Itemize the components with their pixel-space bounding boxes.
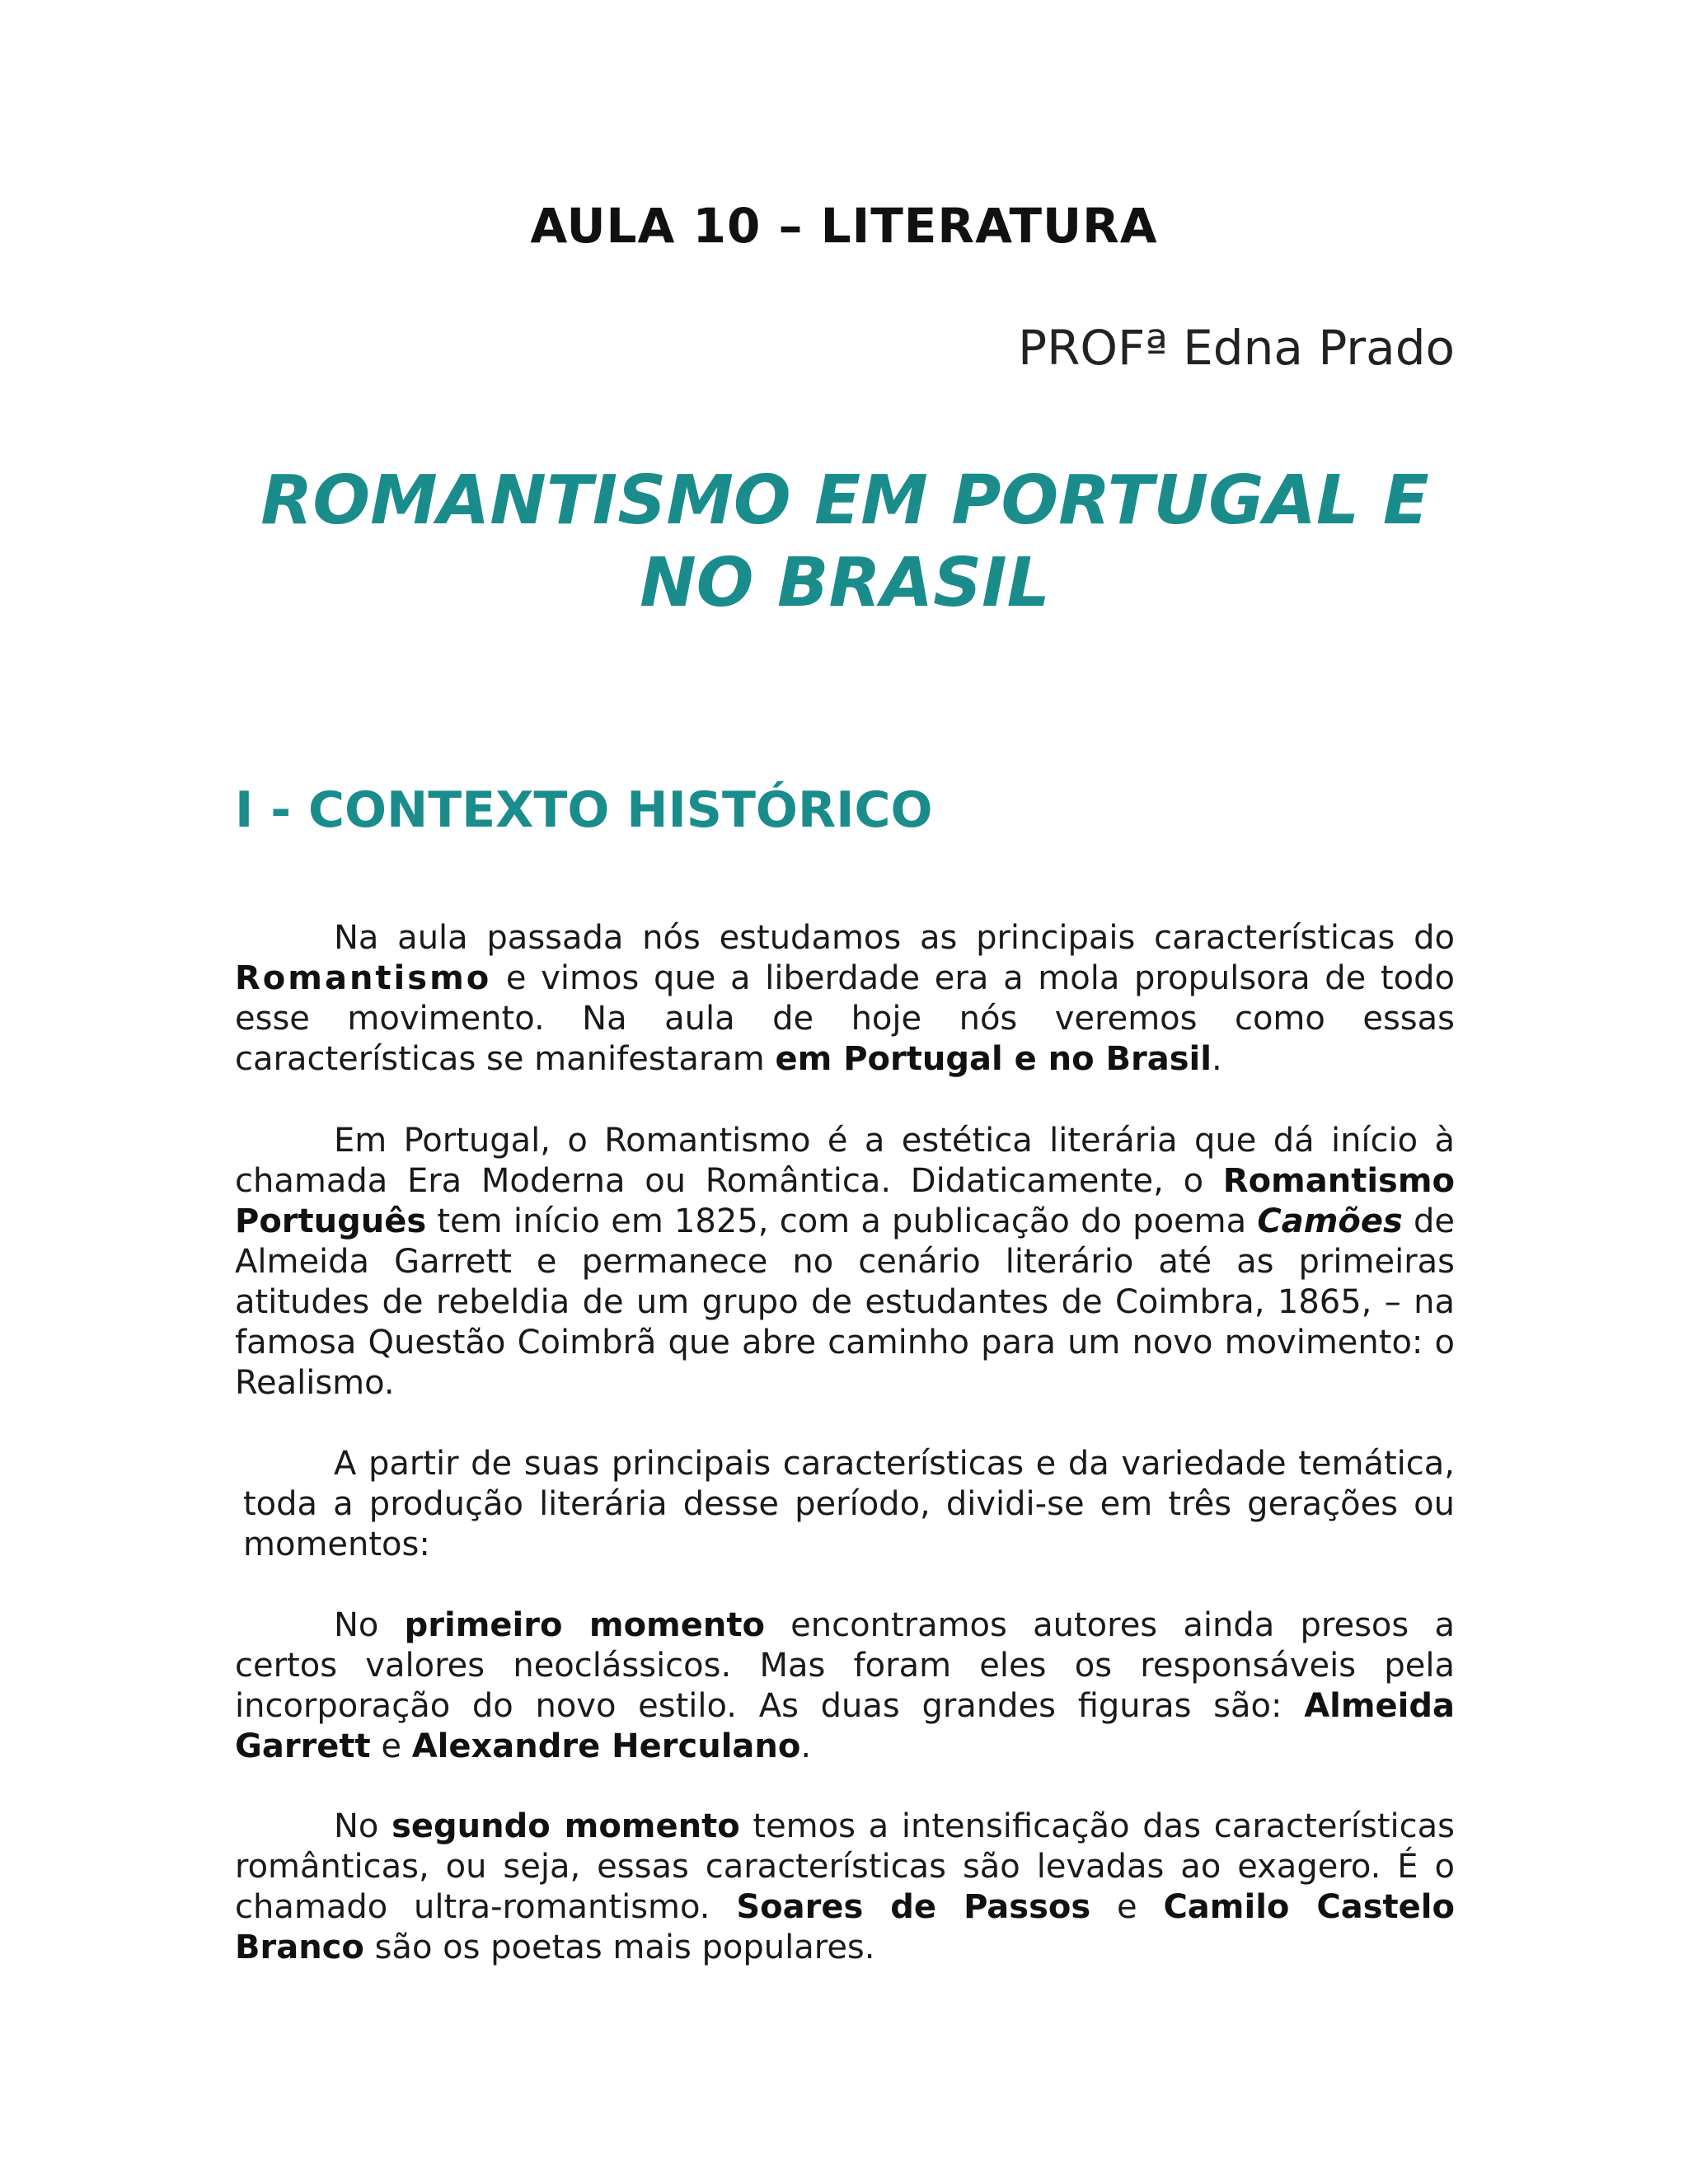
- main-title: [235, 460, 1455, 625]
- main-title-line-2: NO BRASIL: [640, 544, 1050, 622]
- bold-term: Almeida Garrett: [235, 1687, 1455, 1765]
- bold-term: em Portugal e no Brasil: [775, 1040, 1212, 1078]
- bold-term: Camilo Castelo Branco: [235, 1888, 1456, 1966]
- bold-term: primeiro momento: [404, 1606, 765, 1644]
- paragraph-second-moment: [235, 1807, 1455, 1968]
- paragraph-text: encontramos autores ainda presos a certos valores neoclássicos. Mas foram eles os responsáveis pela incorporação do novo estilo. As duas grandes figuras são:: [235, 1606, 1455, 1725]
- bold-italic-term: Camões: [1257, 1202, 1403, 1240]
- paragraph-portugal: [235, 1121, 1455, 1404]
- paragraph-text: No: [334, 1606, 405, 1644]
- paragraph-generations: [243, 1444, 1455, 1565]
- paragraph-text: Na aula passada nós estudamos as principais características do: [334, 919, 1455, 957]
- bold-term: Alexandre Herculano: [411, 1727, 801, 1765]
- paragraph-text: No: [334, 1807, 392, 1845]
- paragraph-first-moment: [235, 1605, 1455, 1767]
- paragraph-text: e: [370, 1727, 412, 1765]
- bold-term: Romantismo: [235, 959, 492, 997]
- section-heading: I - CONTEXTO HISTÓRICO: [235, 781, 933, 839]
- paragraph-text: e: [1090, 1888, 1164, 1926]
- paragraph-text: tem início em 1825, com a publicação do poema: [426, 1202, 1258, 1240]
- paragraph-text: de Almeida Garrett e permanece no cenário literário até as primeiras atitudes de rebeldia de um grupo de estudantes de Coimbra, 1865, – na famosa Questão Coimbrã que abre caminho para um novo movimento: o Realismo.: [235, 1202, 1456, 1402]
- paragraph-text: são os poetas mais populares.: [363, 1929, 875, 1966]
- professor-name: PROFª Edna Prado: [1018, 320, 1455, 376]
- lesson-title: AULA 10 – LITERATURA: [530, 198, 1158, 254]
- paragraph-text: temos a intensificação das características românticas, ou seja, essas características são levadas ao exagero. É o chamado ultra-romantismo.: [235, 1807, 1456, 1926]
- main-title-line-1: ROMANTISMO EM PORTUGAL E: [260, 462, 1429, 540]
- paragraph-text: e vimos que a liberdade era a mola propulsora de todo esse movimento. Na aula de hoje nós veremos como essas características se manifestaram: [235, 959, 1455, 1078]
- bold-term: segundo momento: [392, 1807, 740, 1845]
- paragraph-text: Em Portugal, o Romantismo é a estética literária que dá início à chamada Era Moderna ou Romântica. Didaticamente, o: [235, 1122, 1455, 1200]
- paragraph-text: .: [800, 1727, 812, 1765]
- paragraph-intro: [235, 918, 1455, 1080]
- paragraph-text: .: [1211, 1040, 1222, 1078]
- bold-term: Romantismo Português: [235, 1162, 1455, 1240]
- paragraph-text: A partir de suas principais características e da variedade temática, toda a produção literária desse período, dividi-se em três gerações ou momentos:: [243, 1445, 1455, 1563]
- bold-term: Soares de Passos: [736, 1888, 1091, 1926]
